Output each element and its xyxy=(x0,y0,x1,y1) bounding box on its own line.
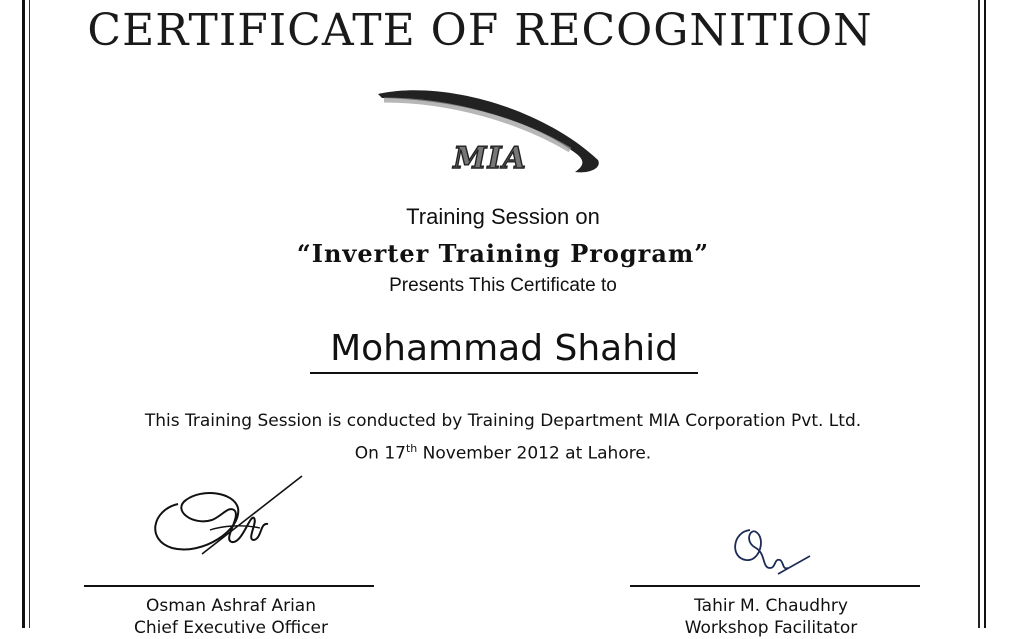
presents-text: Presents This Certificate to xyxy=(389,275,617,296)
signature-line-left xyxy=(84,585,374,587)
certificate-title: CERTIFICATE OF RECOGNITION xyxy=(87,5,873,56)
signature-left xyxy=(142,470,312,560)
description-line: This Training Session is conducted by Training Department MIA Corporation Pvt. Ltd. xyxy=(144,411,862,431)
signatory-name: Tahir M. Chaudhry xyxy=(694,596,848,616)
date-line xyxy=(0,435,1006,468)
date-suffix: th xyxy=(405,442,418,455)
session-intro: Training Session on xyxy=(406,204,600,229)
date-prefix: On 17 xyxy=(354,443,406,464)
logo-text: MIA xyxy=(453,141,527,176)
date-rest: November 2012 at Lahore. xyxy=(417,443,652,464)
signature-right xyxy=(726,518,816,580)
signatory-title: Workshop Facilitator xyxy=(684,618,858,638)
signature-line-right xyxy=(630,585,920,587)
program-name: “Inverter Training Program” xyxy=(296,239,710,268)
signatory-name: Osman Ashraf Arian xyxy=(146,596,316,616)
mia-logo xyxy=(370,76,610,186)
left-border xyxy=(22,0,30,628)
description xyxy=(0,407,1006,468)
right-border xyxy=(978,0,986,628)
recipient-name: Mohammad Shahid xyxy=(310,326,698,374)
signatory-title: Chief Executive Officer xyxy=(134,618,328,638)
